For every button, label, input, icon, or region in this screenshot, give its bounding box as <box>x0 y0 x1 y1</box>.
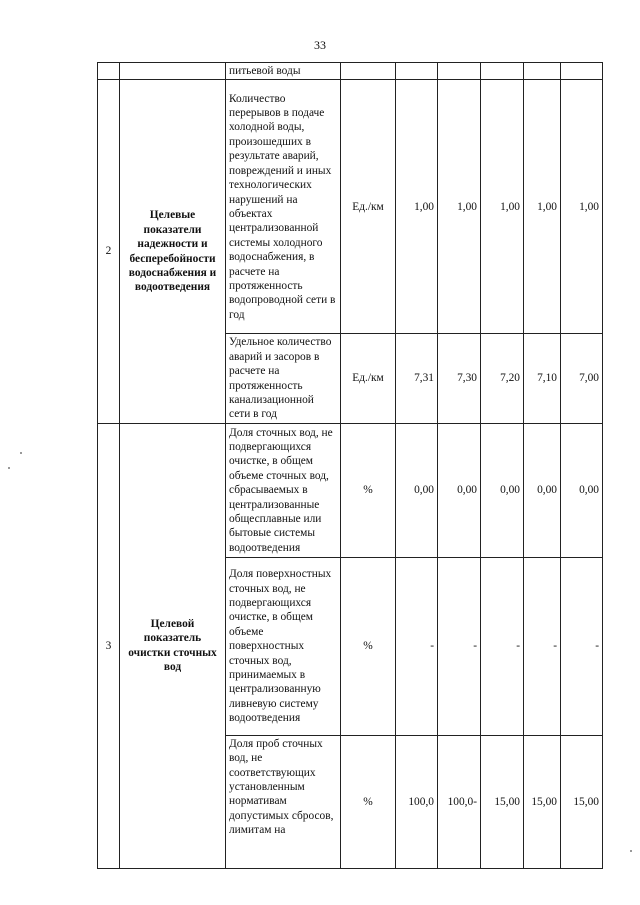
value-cell: 7,30 <box>438 334 481 423</box>
value-cell: 15,00 <box>481 735 524 868</box>
description-cell: Доля сточных вод, не подвергающихся очистке, в общем объеме сточных вод, сбрасываемых в централизованные общесплавные или бытовые системы водоотведения <box>226 423 341 557</box>
value-cell: - <box>481 557 524 735</box>
value-cell: - <box>396 557 438 735</box>
table-row <box>98 423 603 557</box>
description-cell: Удельное количество аварий и засоров в расчете на протяженность канализационной сети в год <box>226 334 341 423</box>
scan-speck <box>20 452 22 454</box>
value-cell: - <box>438 557 481 735</box>
description-cell <box>226 735 341 868</box>
scan-speck <box>8 467 10 469</box>
value-cell: 7,20 <box>481 334 524 423</box>
page-number: 33 <box>314 38 326 52</box>
indicators-table <box>97 62 603 869</box>
value-cell: 0,00 <box>438 423 481 557</box>
table-row <box>98 80 603 334</box>
value-cell: 1,00 <box>561 80 603 334</box>
value-cell: 1,00 <box>524 80 561 334</box>
num-cell <box>98 63 120 80</box>
scan-speck <box>630 850 632 852</box>
value-cell: 0,00 <box>561 423 603 557</box>
value-cell: 7,00 <box>561 334 603 423</box>
unit-cell <box>341 63 396 80</box>
unit-cell: Ед./км <box>341 334 396 423</box>
value-cell: 0,00 <box>481 423 524 557</box>
value-cell: 1,00 <box>481 80 524 334</box>
value-cell: - <box>561 557 603 735</box>
value-cell: 7,31 <box>396 334 438 423</box>
value-cell <box>524 63 561 80</box>
unit-cell: % <box>341 557 396 735</box>
value-cell <box>561 63 603 80</box>
value-cell: 1,00 <box>396 80 438 334</box>
value-cell: 0,00 <box>396 423 438 557</box>
value-cell: 15,00 <box>561 735 603 868</box>
value-cell <box>396 63 438 80</box>
group-name: Целевой показатель очистки сточных вод <box>120 423 226 868</box>
group-name: Целевые показатели надежности и бесперебойности водоснабжения и водоотведения <box>120 80 226 423</box>
unit-cell: % <box>341 735 396 868</box>
value-cell: 100,0- <box>438 735 481 868</box>
value-cell <box>481 63 524 80</box>
unit-cell: Ед./км <box>341 80 396 334</box>
group-number: 2 <box>98 80 120 423</box>
description-cell: питьевой воды <box>226 63 341 80</box>
description-text: Доля проб сточных вод, не соответствующих установленным нормативам допустимых сбросов, лимитам на <box>229 737 334 837</box>
name-cell <box>120 63 226 80</box>
value-cell: 0,00 <box>524 423 561 557</box>
description-cell: Количество перерывов в подаче холодной воды, произошедших в результате аварий, повреждений и иных технологических нарушений на объектах централизованной системы холодного водоснабжения, в расчете на протяженность водопроводной сети в год <box>226 80 341 334</box>
value-cell: 15,00 <box>524 735 561 868</box>
value-cell: - <box>524 557 561 735</box>
value-cell <box>438 63 481 80</box>
unit-cell: % <box>341 423 396 557</box>
table-row-continuation <box>98 63 603 80</box>
value-cell: 7,10 <box>524 334 561 423</box>
group-number: 3 <box>98 423 120 868</box>
value-cell: 1,00 <box>438 80 481 334</box>
value-cell: 100,0 <box>396 735 438 868</box>
description-cell: Доля поверхностных сточных вод, не подвергающихся очистке, в общем объеме поверхностных сточных вод, принимаемых в централизованную ливневую систему водоотведения <box>226 557 341 735</box>
